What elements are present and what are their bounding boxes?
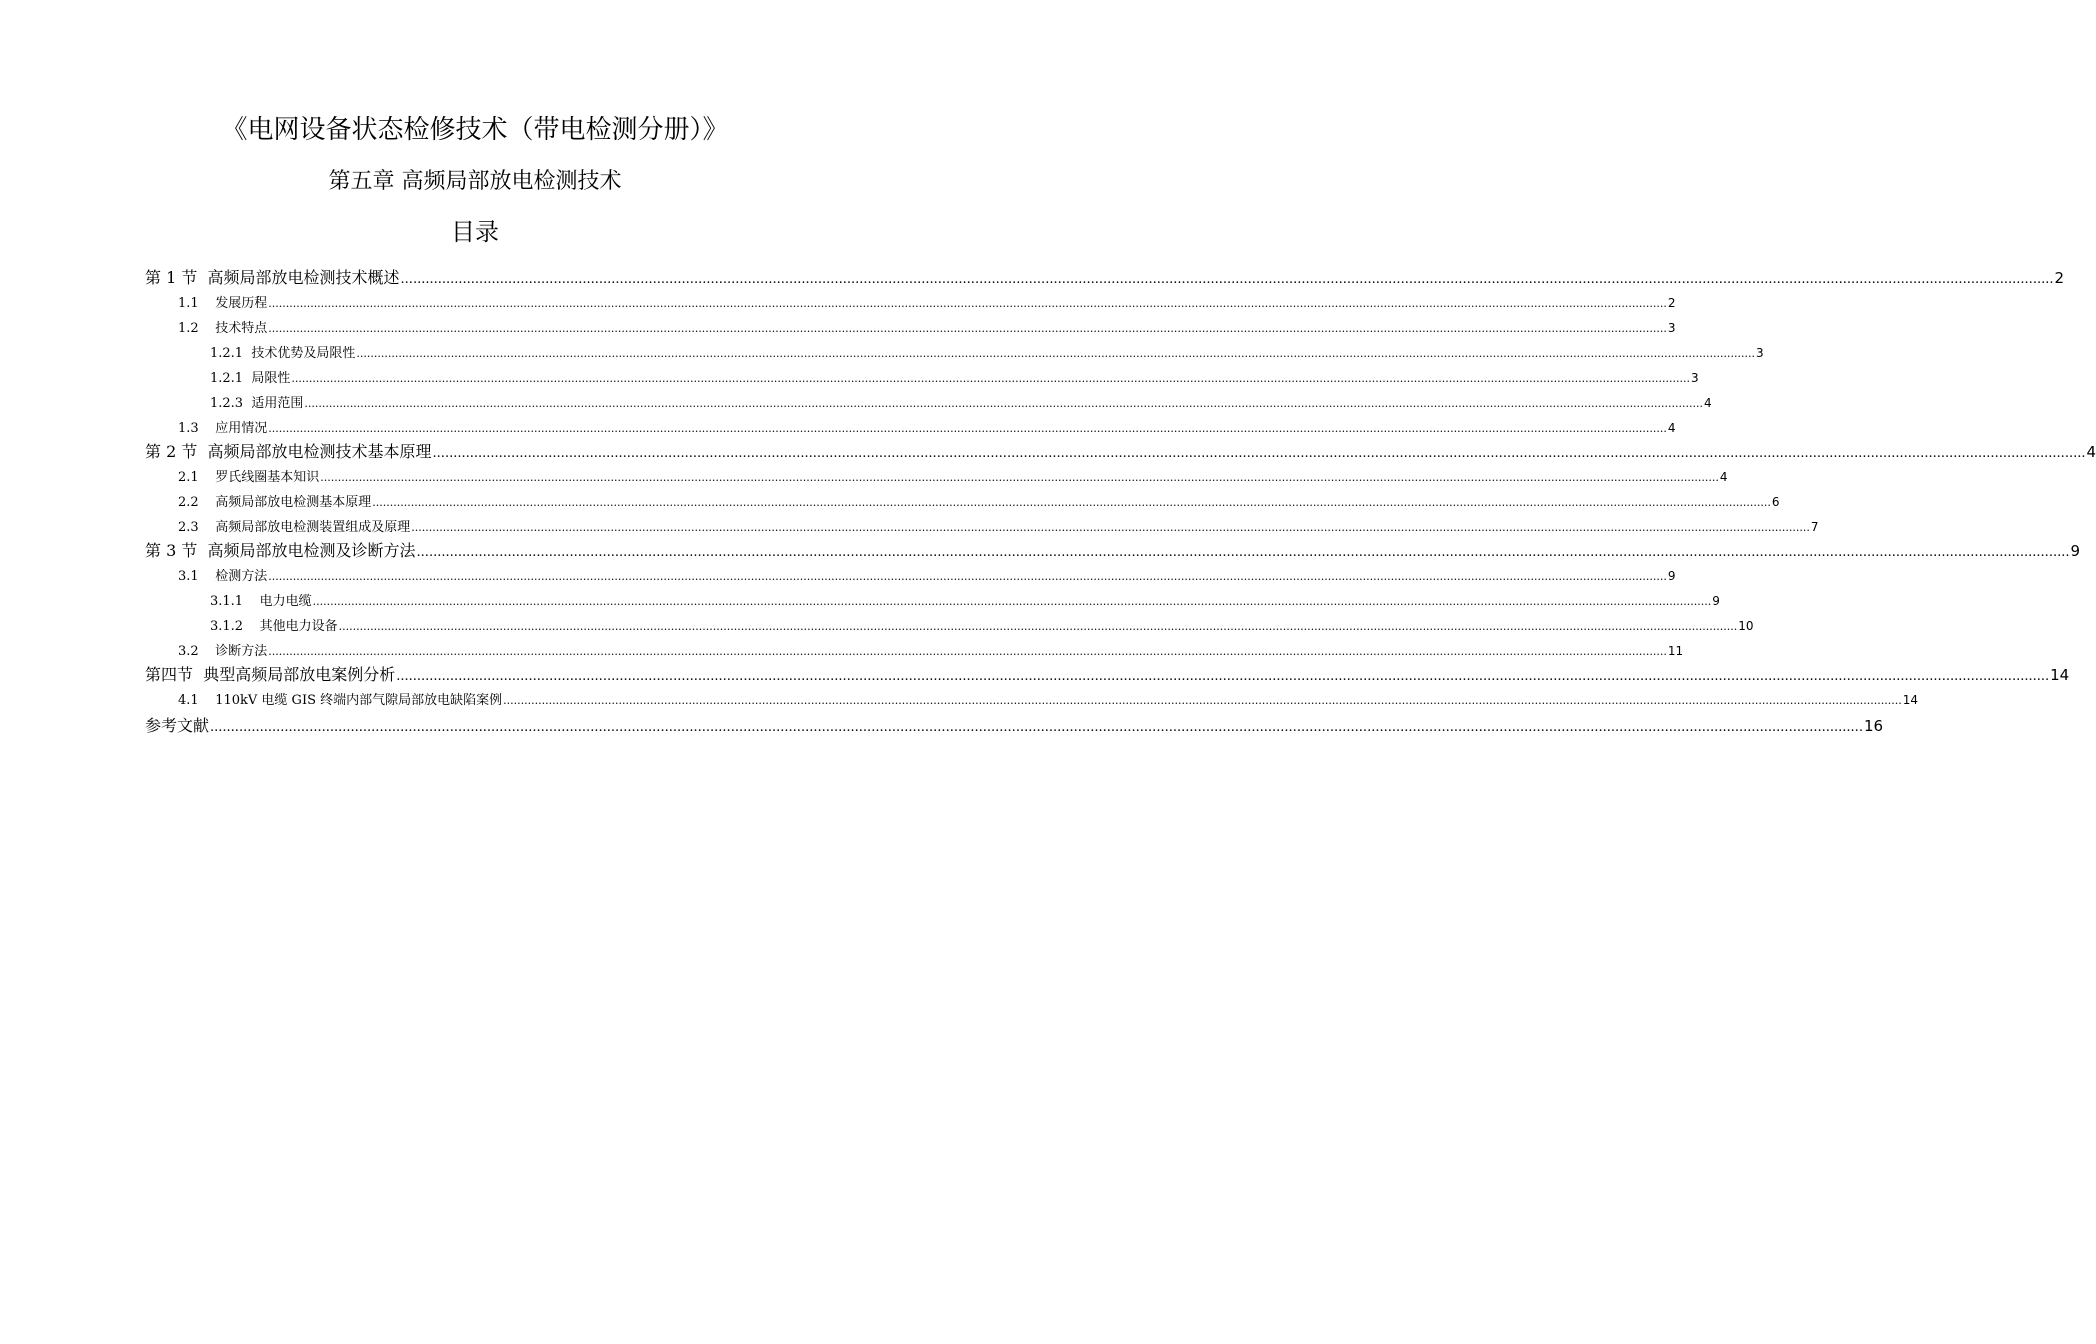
toc-entry-number: 1.3 [178,421,216,436]
toc-entry[interactable] [145,663,2070,687]
toc-entry-label: 检测方法 [215,569,268,584]
toc-entry-label: 高频局部放电检测装置组成及原理 [215,520,411,535]
toc-dot-leader: ................................................................................................................................................................................................................................................................................................................................................................................................................ [338,620,1738,633]
toc-entry-number: 2.2 [178,495,216,510]
toc-entry-label: 罗氏线圈基本知识 [215,470,320,485]
toc-entry-label: 其他电力设备 [259,619,338,634]
toc-entry[interactable] [145,539,2081,563]
toc-entry-page-number: 4 [1704,396,1712,410]
toc-entry-label: 适用范围 [251,396,304,411]
toc-entry-label: 局限性 [251,371,291,386]
toc-entry-number: 第 2 节 [145,442,208,461]
toc-dot-leader: ................................................................................................................................................................................................................................................................................................................................................................................................................ [372,496,1771,509]
toc-entry-page-number: 9 [2070,542,2081,560]
toc-entry-label: 参考文献 [145,716,210,735]
toc-entry-label: 应用情况 [215,421,268,436]
toc-entry[interactable] [178,417,1676,439]
toc-entry-number: 3.2 [178,644,216,659]
toc-dot-leader: ................................................................................................................................................................................................................................................................................................................................................................................................................ [268,570,1667,583]
toc-dot-leader: ................................................................................................................................................................................................................................................................................................................................................................................................................ [291,372,1690,385]
toc-entry-number: 第 1 节 [145,268,208,287]
toc-entry-number: 1.2 [178,321,216,336]
toc-dot-leader: ................................................................................................................................................................................................................................................................................................................................................................................................................ [396,669,2050,684]
toc-entry-label: 高频局部放电检测基本原理 [215,495,372,510]
toc-entry-label: 技术优势及局限性 [251,346,356,361]
toc-dot-leader: ................................................................................................................................................................................................................................................................................................................................................................................................................ [210,720,1863,735]
toc-entry-label: 典型高频局部放电案例分析 [203,665,396,684]
toc-entry[interactable] [145,440,2096,464]
toc-entry-label: 高频局部放电检测技术概述 [207,268,400,287]
toc-dot-leader: ................................................................................................................................................................................................................................................................................................................................................................................................................ [268,322,1667,335]
toc-dot-leader: ................................................................................................................................................................................................................................................................................................................................................................................................................ [416,545,2070,560]
toc-dot-leader: ................................................................................................................................................................................................................................................................................................................................................................................................................ [356,347,1755,360]
chapter-title: 第五章 高频局部放电检测技术 [328,169,622,194]
toc-entry-number: 3.1 [178,569,216,584]
toc-entry[interactable] [178,466,1728,488]
toc-entry[interactable] [178,292,1676,314]
document-title: 《电网设备状态检修技术（带电检测分册）》 [221,115,729,145]
toc-entry-number: 1.2.1 [210,346,252,361]
toc-entry-page-number: 3 [1667,321,1676,335]
toc-heading: 目录 [451,218,499,246]
toc-entry[interactable] [210,367,1699,389]
toc-dot-leader: ................................................................................................................................................................................................................................................................................................................................................................................................................ [320,471,1719,484]
toc-entry-label: 发展历程 [215,296,268,311]
toc-entry-number: 1.2.1 [210,371,252,386]
toc-entry[interactable] [178,565,1676,587]
toc-entry-page-number: 9 [1712,594,1720,608]
toc-entry-page-number: 2 [2054,269,2065,287]
toc-dot-leader: ................................................................................................................................................................................................................................................................................................................................................................................................................ [312,595,1712,608]
toc-entry[interactable] [210,342,1764,364]
toc-entry-label: 电力电缆 [259,594,312,609]
toc-dot-leader: ................................................................................................................................................................................................................................................................................................................................................................................................................ [268,645,1667,658]
toc-entry[interactable] [178,689,1919,711]
toc-entry[interactable] [145,266,2065,290]
toc-entry[interactable] [178,640,1684,662]
toc-entry-page-number: 3 [1691,371,1699,385]
toc-entry[interactable] [178,516,1819,538]
toc-dot-leader: ................................................................................................................................................................................................................................................................................................................................................................................................................ [400,272,2054,287]
toc-entry-page-number: 9 [1667,569,1676,583]
toc-entry-number: 第四节 [145,665,204,684]
toc-dot-leader: ................................................................................................................................................................................................................................................................................................................................................................................................................ [268,297,1667,310]
toc-entry-page-number: 2 [1667,296,1676,310]
toc-entry-page-number: 14 [2050,666,2070,684]
toc-entry-number: 3.1.1 [210,594,260,609]
toc-entry[interactable] [210,590,1720,612]
toc-entry[interactable] [178,491,1780,513]
toc-entry-label: 110kV 电缆 GIS 终端内部气隙局部放电缺陷案例 [215,693,503,708]
toc-entry-number: 1.2.3 [210,396,252,411]
toc-entry-page-number: 4 [1719,470,1728,484]
toc-entry-page-number: 4 [1667,421,1676,435]
toc-entry-page-number: 10 [1738,619,1754,633]
toc-entry-number: 2.3 [178,520,216,535]
toc-entry-label: 高频局部放电检测技术基本原理 [207,442,432,461]
toc-dot-leader: ................................................................................................................................................................................................................................................................................................................................................................................................................ [432,446,2086,461]
toc-entry-label: 技术特点 [215,321,268,336]
toc-entry-number: 1.1 [178,296,216,311]
toc-entry-page-number: 3 [1756,346,1764,360]
toc-entry-label: 高频局部放电检测及诊断方法 [207,541,416,560]
toc-entry-page-number: 11 [1667,644,1684,658]
toc-entry-page-number: 14 [1902,693,1919,707]
toc-entry-label: 诊断方法 [215,644,268,659]
toc-entry-page-number: 16 [1863,717,1884,735]
toc-entry[interactable] [145,714,1884,738]
toc-entry-number: 3.1.2 [210,619,260,634]
toc-entry-number: 4.1 [178,693,216,708]
toc-entry-page-number: 6 [1771,495,1780,509]
toc-dot-leader: ................................................................................................................................................................................................................................................................................................................................................................................................................ [304,397,1703,410]
toc-dot-leader: ................................................................................................................................................................................................................................................................................................................................................................................................................ [411,521,1810,534]
toc-entry-number: 第 3 节 [145,541,208,560]
toc-entry-page-number: 7 [1810,520,1819,534]
toc-entry[interactable] [210,392,1712,414]
toc-entry-number: 2.1 [178,470,216,485]
toc-entry-page-number: 4 [2086,443,2096,461]
toc-dot-leader: ................................................................................................................................................................................................................................................................................................................................................................................................................ [503,694,1902,707]
toc-entry[interactable] [178,317,1676,339]
toc-dot-leader: ................................................................................................................................................................................................................................................................................................................................................................................................................ [268,422,1667,435]
toc-entry[interactable] [210,615,1754,637]
